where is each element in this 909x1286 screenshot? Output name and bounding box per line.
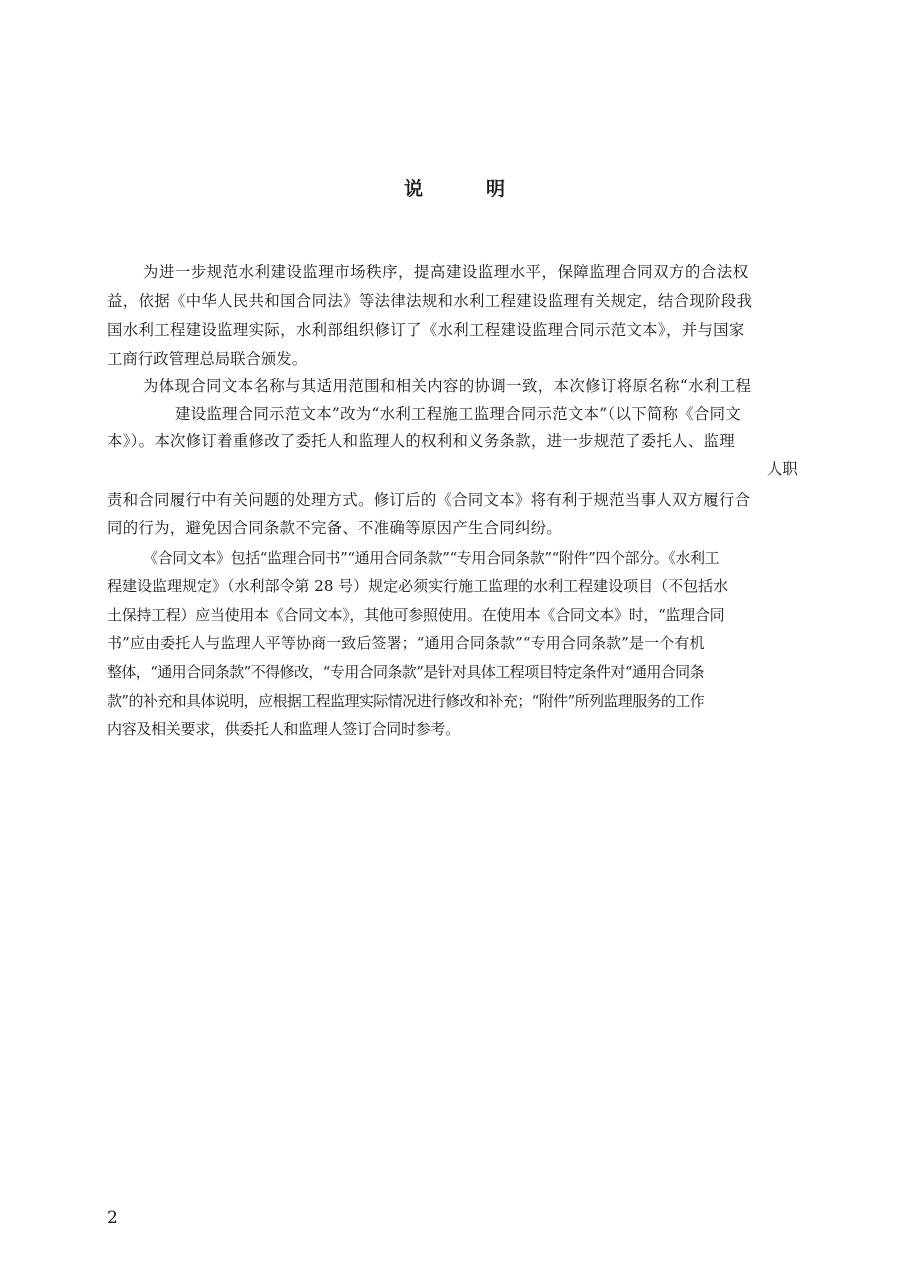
paragraph-3-line-1: 《合同文本》包括“监理合同书”“通用合同条款”“专用合同条款”“附件”四个部分。《水利工 bbox=[143, 549, 720, 567]
paragraph-3-line-4: 书”应由委托人与监理人平等协商一致后签署；“通用合同条款”“专用合同条款”是一个有机 bbox=[107, 634, 705, 652]
paragraph-3-line-2: 程建设监理规定》（水利部令第 28 号）规定必须实行施工监理的水利工程建设项目（不包括水 bbox=[107, 577, 729, 595]
paragraph-3-line-3: 土保持工程）应当使用本《合同文本》，其他可参照使用。在使用本《合同文本》时，“监理合同 bbox=[107, 606, 725, 624]
paragraph-1-line-4: 工商行政管理总局联合颁发。 bbox=[107, 350, 308, 368]
paragraph-1-line-1: 为进一步规范水利建设监理市场秩序，提高建设监理水平，保障监理合同双方的合法权 bbox=[143, 263, 749, 281]
paragraph-3-line-7: 内容及相关要求，供委托人和监理人签订合同时参考。 bbox=[107, 720, 460, 738]
paragraph-2-line-5: 责和合同履行中有关问题的处理方式。修订后的《合同文本》将有利于规范当事人双方履行合 bbox=[107, 491, 751, 509]
paragraph-2-line-4: 人职 bbox=[767, 460, 798, 478]
page-number: 2 bbox=[107, 1208, 118, 1228]
page-title: 说 明 bbox=[403, 178, 527, 200]
paragraph-3-line-6: 款”的补充和具体说明，应根据工程监理实际情况进行修改和补充；“附件”所列监理服务的工作 bbox=[107, 692, 705, 710]
paragraph-3-line-5: 整体，“通用合同条款”不得修改，“专用合同条款”是针对具体工程项目特定条件对“通用合同条 bbox=[107, 663, 704, 681]
paragraph-2-line-6: 同的行为，避免因合同条款不完备、不准确等原因产生合同纠纷。 bbox=[107, 519, 563, 537]
paragraph-2-line-3: 本》）。本次修订着重修改了委托人和监理人的权利和义务条款，进一步规范了委托人、监理 bbox=[107, 432, 735, 450]
paragraph-2-line-1: 为体现合同文本名称与其适用范围和相关内容的协调一致，本次修订将原名称“水利工程 bbox=[143, 377, 752, 395]
paragraph-1-line-2: 益，依据《中华人民共和国合同法》等法律法规和水利工程建设监理有关规定，结合现阶段我 bbox=[107, 292, 753, 310]
paragraph-2-line-2: 建设监理合同示范文本”改为“水利工程施工监理合同示范文本”（以下简称《合同文 bbox=[175, 405, 741, 423]
paragraph-1-line-3: 国水利工程建设监理实际，水利部组织修订了《水利工程建设监理合同示范文本》，并与国家 bbox=[107, 321, 745, 339]
